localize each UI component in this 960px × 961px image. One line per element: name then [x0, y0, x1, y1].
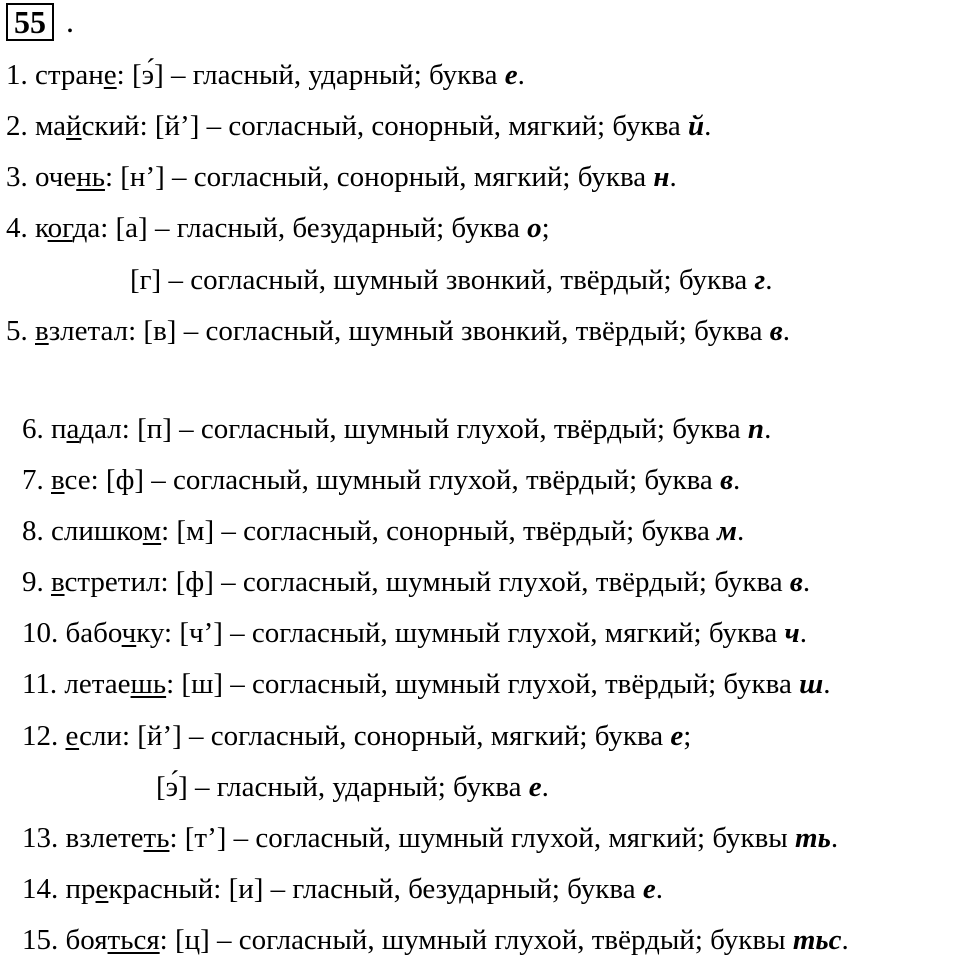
analysis-text: [г] – согласный, шумный звонкий, твёрдый; буква [130, 264, 755, 296]
letter-answer: в [720, 464, 734, 496]
analysis-text: 15. боя [22, 924, 108, 956]
analysis-text: ский: [й’] – согласный, сонорный, мягкий; буква [81, 110, 688, 142]
letter-answer: е [528, 771, 542, 803]
underlined-letter: в [35, 315, 49, 347]
analysis-text: . [841, 924, 849, 956]
underlined-letter: нь [76, 161, 105, 193]
underlined-letter: е [95, 873, 109, 905]
analysis-text: ; [541, 212, 550, 244]
analysis-line [22, 462, 740, 498]
letter-answer: е [670, 720, 684, 752]
analysis-text: 14. пр [22, 873, 96, 905]
exercise-number: 55 [14, 4, 46, 40]
underlined-letter: е [65, 720, 80, 752]
letter-answer: й [688, 110, 705, 142]
analysis-text: . [704, 110, 712, 142]
underlined-letter: й [66, 110, 82, 142]
analysis-text: 9. [22, 566, 51, 598]
analysis-text: красный: [и] – гласный, безударный; буква [108, 873, 643, 905]
analysis-line [6, 313, 790, 349]
analysis-text: . [782, 315, 790, 347]
letter-answer: в [769, 315, 783, 347]
underlined-letter: ог [47, 212, 73, 244]
analysis-text: . [541, 771, 549, 803]
analysis-text: . [802, 566, 811, 598]
analysis-text: 3. оче [6, 161, 77, 193]
letter-answer: о [527, 212, 542, 244]
analysis-text: . [655, 873, 663, 905]
underlined-letter: шь [130, 668, 167, 700]
analysis-text: . [765, 264, 773, 296]
letter-answer: е [504, 59, 518, 91]
letter-answer: м [717, 515, 738, 547]
analysis-text: . [517, 59, 525, 91]
analysis-line [22, 411, 771, 447]
underlined-letter: е [103, 59, 117, 91]
letter-answer: ч [784, 617, 800, 649]
letter-answer: ть [795, 822, 831, 854]
underlined-letter: ться [107, 924, 160, 956]
letter-answer: в [789, 566, 803, 598]
analysis-line [22, 615, 807, 651]
underlined-letter: в [51, 464, 65, 496]
analysis-line [6, 108, 711, 144]
analysis-text: дал: [п] – согласный, шумный глухой, твёрдый; буква [79, 413, 748, 445]
analysis-text: [э́] – гласный, ударный; буква [156, 771, 529, 803]
analysis-text: 12. [22, 720, 66, 752]
analysis-text: 1. стран [6, 59, 104, 91]
analysis-text: . [823, 668, 831, 700]
underlined-letter: а [66, 413, 80, 445]
analysis-text: . [669, 161, 677, 193]
analysis-text: сли: [й’] – согласный, сонорный, мягкий; буква [79, 720, 671, 752]
exercise-number-dot: . [66, 3, 74, 39]
analysis-text: . [830, 822, 839, 854]
analysis-line [22, 922, 849, 958]
analysis-text: : [м] – согласный, сонорный, твёрдый; буква [161, 515, 718, 547]
analysis-line [130, 262, 772, 298]
analysis-line [22, 564, 810, 600]
analysis-line [22, 513, 744, 549]
letter-answer: е [642, 873, 656, 905]
analysis-text: 8. слишко [22, 515, 143, 547]
analysis-text: : [э́] – гласный, ударный; буква [116, 59, 505, 91]
analysis-line [6, 210, 550, 246]
analysis-text: 4. к [6, 212, 48, 244]
analysis-text: . [733, 464, 741, 496]
letter-answer: тьс [792, 924, 842, 956]
analysis-line [22, 666, 831, 702]
analysis-line [6, 159, 677, 195]
analysis-text: 2. ма [6, 110, 67, 142]
underlined-letter: ч [121, 617, 137, 649]
analysis-text: стретил: [ф] – согласный, шумный глухой, твёрдый; буква [64, 566, 790, 598]
analysis-text: 11. летае [22, 668, 131, 700]
analysis-text: се: [ф] – согласный, шумный глухой, твёрдый; буква [64, 464, 721, 496]
analysis-text: : [т’] – согласный, шумный глухой, мягкий; буквы [169, 822, 796, 854]
analysis-text: 6. п [22, 413, 67, 445]
analysis-text: 10. бабо [22, 617, 122, 649]
underlined-letter: в [51, 566, 65, 598]
letter-answer: ш [799, 668, 824, 700]
analysis-text: . [737, 515, 745, 547]
analysis-text: 7. [22, 464, 51, 496]
letter-answer: г [754, 264, 766, 296]
analysis-line [156, 769, 549, 805]
analysis-text: злетал: [в] – согласный, шумный звонкий, твёрдый; буква [48, 315, 770, 347]
letter-answer: н [653, 161, 670, 193]
underlined-letter: м [142, 515, 162, 547]
letter-answer: п [747, 413, 765, 445]
analysis-text: : [ц] – согласный, шумный глухой, твёрдый; буквы [159, 924, 793, 956]
analysis-text: . [764, 413, 772, 445]
analysis-text: 5. [6, 315, 35, 347]
analysis-line [6, 57, 525, 93]
analysis-text: да: [а] – гласный, безударный; буква [72, 212, 528, 244]
analysis-text: 13. взлете [22, 822, 144, 854]
analysis-text: : [н’] – согласный, сонорный, мягкий; буква [104, 161, 654, 193]
analysis-text: : [ш] – согласный, шумный глухой, твёрдый; буква [166, 668, 800, 700]
analysis-line [22, 871, 663, 907]
analysis-text: ; [683, 720, 692, 752]
analysis-text: . [799, 617, 807, 649]
analysis-text: ку: [ч’] – согласный, шумный глухой, мягкий; буква [136, 617, 785, 649]
exercise-number-box [6, 3, 54, 41]
analysis-line [22, 820, 838, 856]
underlined-letter: ть [143, 822, 170, 854]
analysis-line [22, 718, 691, 754]
